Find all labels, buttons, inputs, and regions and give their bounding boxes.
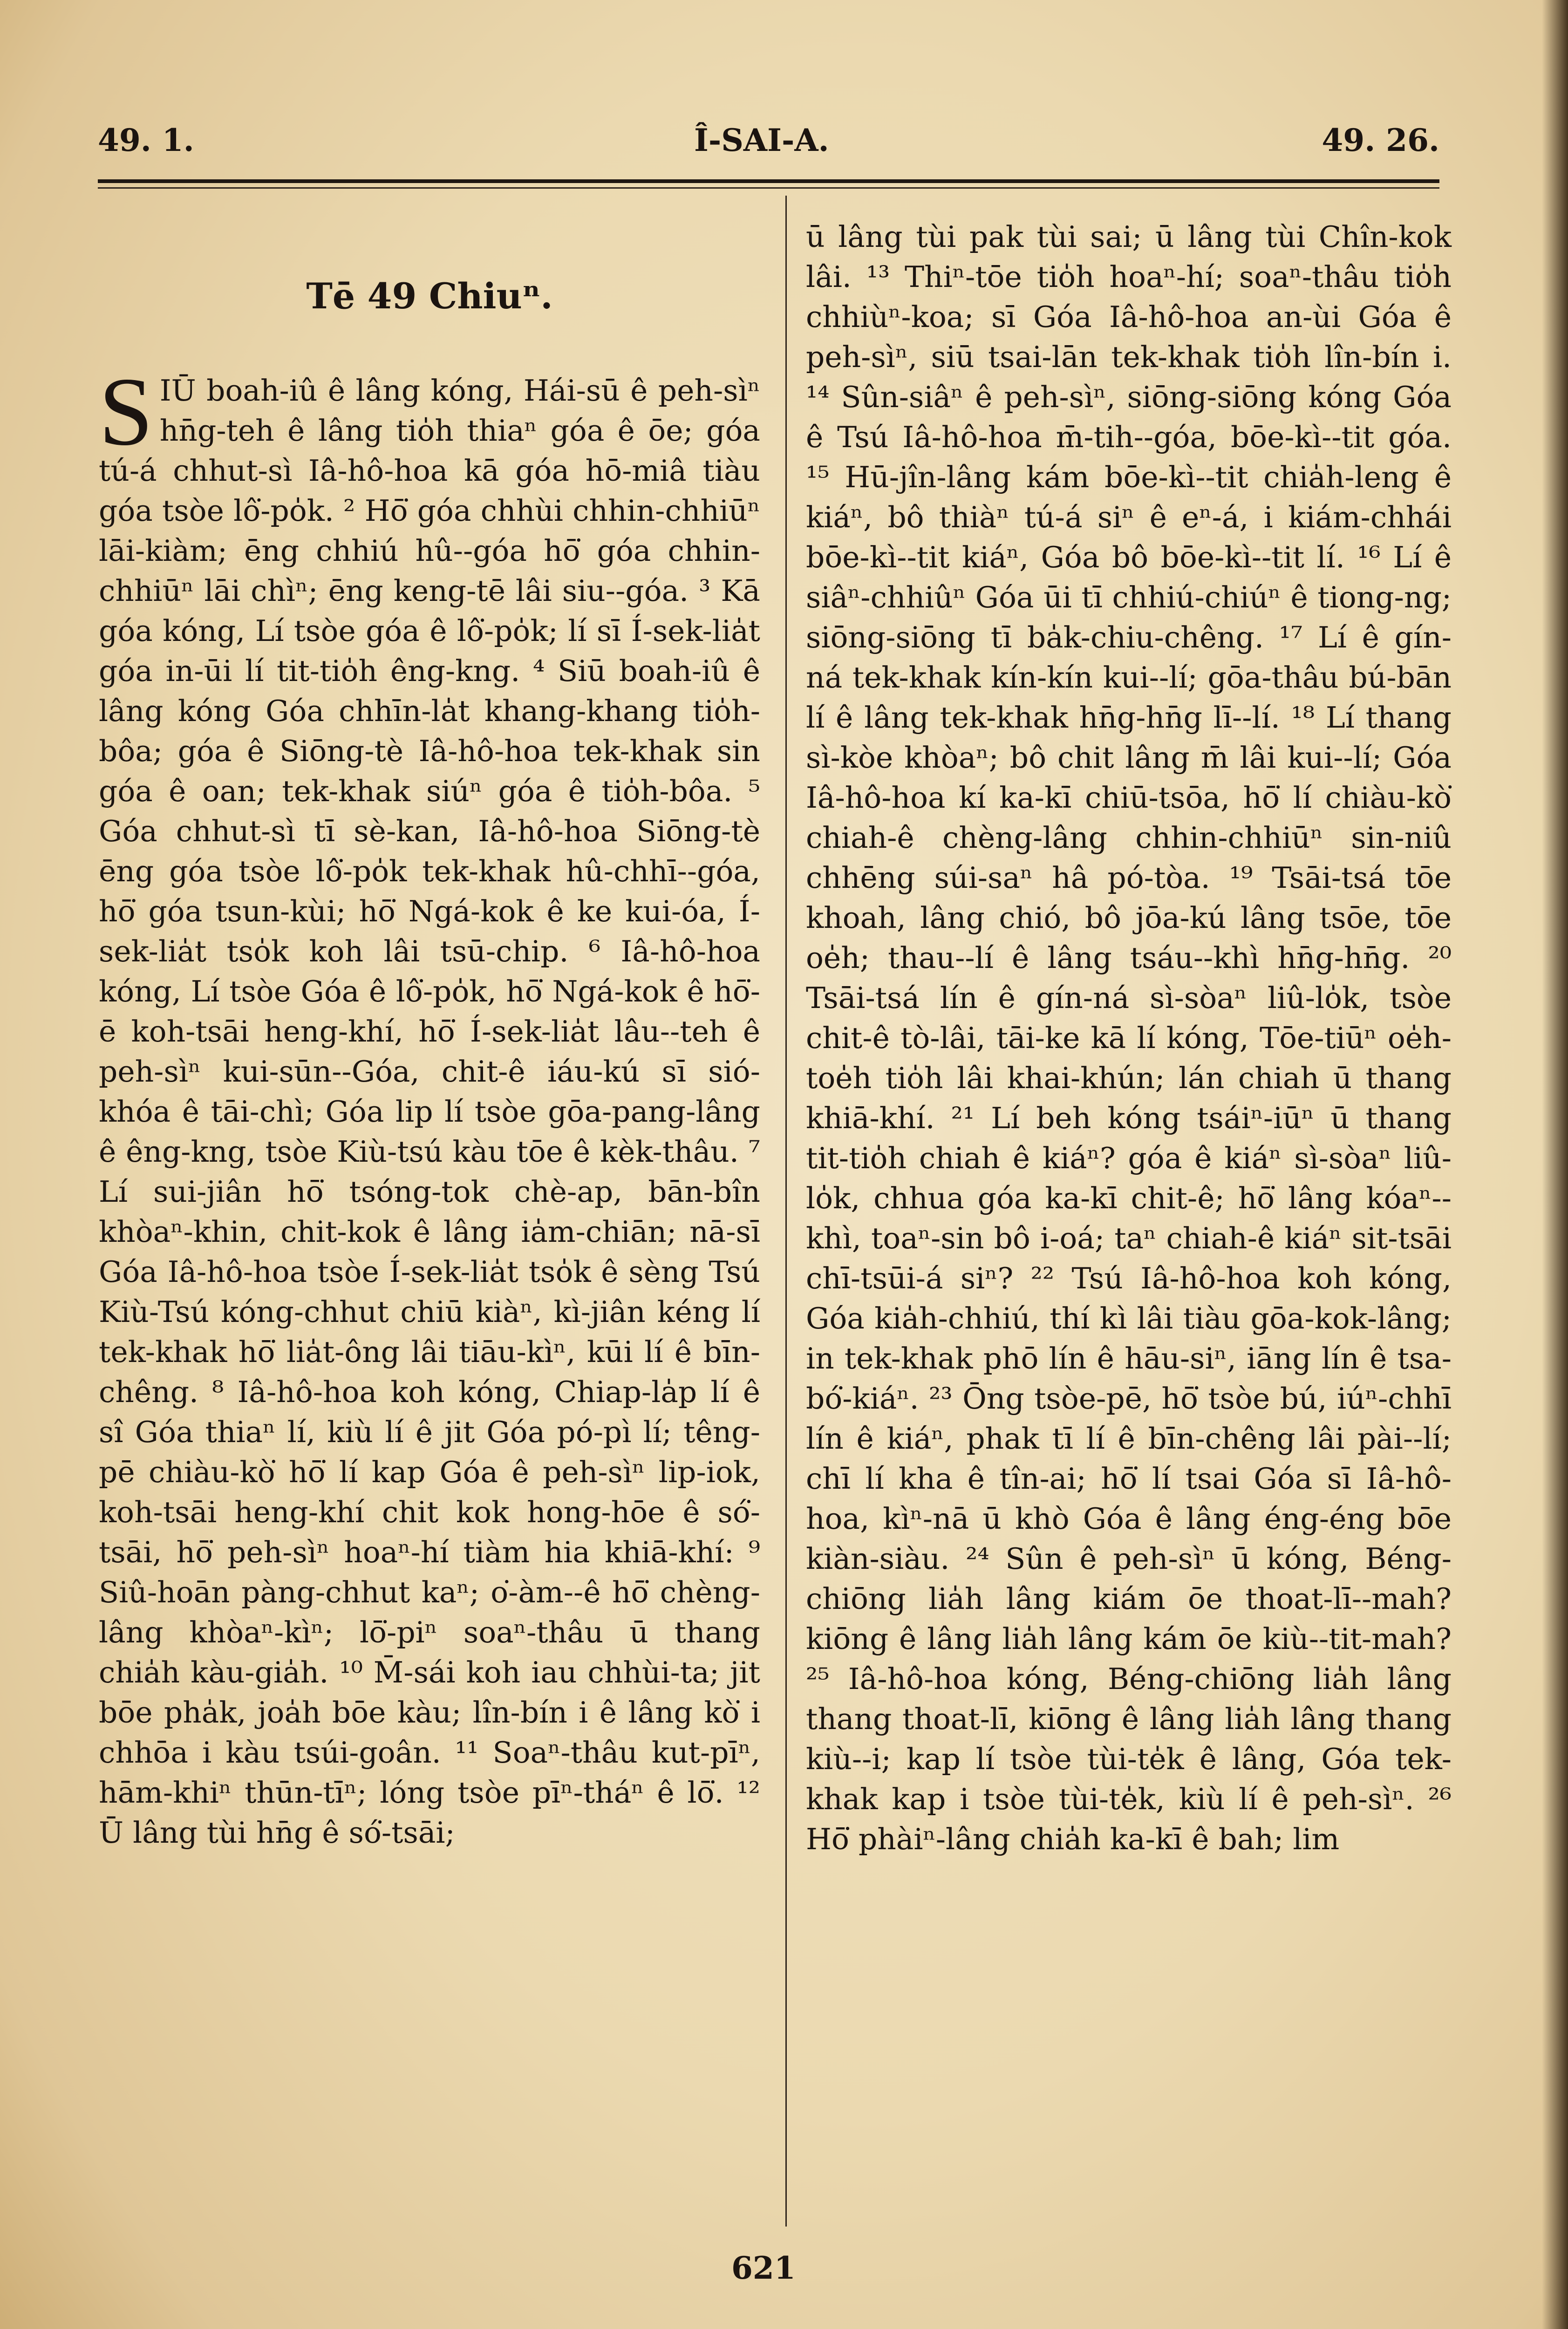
header-verse-start: 49. 1. [98,122,194,158]
page-edge-shadow [1542,0,1568,2329]
header-rule-thick [98,179,1439,183]
header-rule-thin [98,187,1439,189]
header-verse-end: 49. 26. [1322,122,1439,158]
left-column [99,217,760,1853]
column-divider [785,196,787,2227]
right-column [806,217,1452,1859]
left-column-text: IŪ boah-iû ê lâng kóng, Hái-sū ê peh-sìⁿ hn̄g-teh ê lâng tio̍h thiaⁿ góa ê ōe; góa tú-á chhut-sì Iâ-hô-hoa kā góa hō-miâ tiàu góa tsòe lô͘-po̍k. ² Hō͘ góa chhùi chhin-chhiūⁿ lāi-kiàm; ēng chhiú hû--góa hō͘ góa chhin-chhiūⁿ lāi chìⁿ; ēng keng-tē lâi siu--góa. ³ Kā góa kóng, Lí tsòe góa ê lô͘-po̍k; lí sī Í-sek-lia̍t góa in-ūi lí tit-tio̍h êng-kng. ⁴ Siū boah-iû ê lâng kóng Góa chhīn-la̍t khang-khang tio̍h-bôa; góa ê Siōng-tè Iâ-hô-hoa tek-khak sin góa ê oan; tek-khak siúⁿ góa ê tio̍h-bôa. ⁵ Góa chhut-sì tī sè-kan, Iâ-hô-hoa Siōng-tè ēng góa tsòe lô͘-po̍k tek-khak hû-chhī--góa, hō͘ góa tsun-kùi; hō͘ Ngá-kok ê ke kui-óa, Í-sek-lia̍t tso̍k koh lâi tsū-chip. ⁶ Iâ-hô-hoa kóng, Lí tsòe Góa ê lô͘-po̍k, hō͘ Ngá-kok ê hō͘-ē koh-tsāi heng-khí, hō͘ Í-sek-lia̍t lâu--teh ê peh-sìⁿ kui-sūn--Góa, chit-ê iáu-kú sī sió-khóa ê tāi-chì; Góa lip lí tsòe gōa-pang-lâng ê êng-kng, tsòe Kiù-tsú kàu tōe ê kèk-thâu. ⁷ Lí sui-jiân hō͘ tsóng-tok chè-ap, bān-bîn khòaⁿ-khin, chit-kok ê lâng ia̍m-chiān; nā-sī Góa Iâ-hô-hoa tsòe Í-sek-lia̍t tso̍k ê sèng Tsú Kiù-Tsú kóng-chhut chiū kiàⁿ, kì-jiân kéng lí tek-khak hō͘ lia̍t-ông lâi tiāu-kìⁿ, kūi lí ê bīn-chêng. ⁸ Iâ-hô-hoa koh kóng, Chiap-la̍p lí ê sî Góa thiaⁿ lí, kiù lí ê jit Góa pó-pì lí; têng-pē chiàu-kò͘ hō͘ lí kap Góa ê peh-sìⁿ lip-iok, koh-tsāi heng-khí chit kok hong-hōe ê só͘-tsāi, hō͘ peh-sìⁿ hoaⁿ-hí tiàm hia khiā-khí: ⁹ Siû-hoān pàng-chhut kaⁿ; o͘-àm--ê hō͘ chèng-lâng khòaⁿ-kìⁿ; lō͘-piⁿ soaⁿ-thâu ū thang chia̍h kàu-gia̍h. ¹⁰ M̄-sái koh iau chhùi-ta; jit bōe pha̍k, joa̍h bōe kàu; lîn-bín i ê lâng kò͘ i chhōa i kàu tsúi-goân. ¹¹ Soaⁿ-thâu kut-pīⁿ, hām-khiⁿ thūn-tīⁿ; lóng tsòe pīⁿ-tháⁿ ê lō͘. ¹² Ū lâng tùi hn̄g ê só͘-tsāi; [99,374,760,1850]
header-book-title: Î-SAI-A. [694,122,829,158]
drop-cap: S [99,358,153,466]
right-column-text: ū lâng tùi pak tùi sai; ū lâng tùi Chîn-kok lâi. ¹³ Thiⁿ-tōe tio̍h hoaⁿ-hí; soaⁿ-thâu tio̍h chhiùⁿ-koa; sī Góa Iâ-hô-hoa an-ùi Góa ê peh-sìⁿ, siū tsai-lān tek-khak tio̍h lîn-bín i. ¹⁴ Sûn-siâⁿ ê peh-sìⁿ, siōng-siōng kóng Góa ê Tsú Iâ-hô-hoa m̄-tih--góa, bōe-kì--tit góa. ¹⁵ Hū-jîn-lâng kám bōe-kì--tit chia̍h-leng ê kiáⁿ, bô thiàⁿ tú-á siⁿ ê eⁿ-á, i kiám-chhái bōe-kì--tit kiáⁿ, Góa bô bōe-kì--tit lí. ¹⁶ Lí ê siâⁿ-chhiûⁿ Góa ūi tī chhiú-chiúⁿ ê tiong-ng; siōng-siōng tī ba̍k-chiu-chêng. ¹⁷ Lí ê gín-ná tek-khak kín-kín kui--lí; gōa-thâu bú-bān lí ê lâng tek-khak hn̄g-hn̄g lī--lí. ¹⁸ Lí thang sì-kòe khòaⁿ; bô chit lâng m̄ lâi kui--lí; Góa Iâ-hô-hoa kí ka-kī chiū-tsōa, hō͘ lí chiàu-kò͘ chiah-ê chèng-lâng chhin-chhiūⁿ sin-niû chhēng súi-saⁿ hâ pó-tòa. ¹⁹ Tsāi-tsá tōe khoah, lâng chió, bô jōa-kú lâng tsōe, tōe oe̍h; thau--lí ê lâng tsáu--khì hn̄g-hn̄g. ²⁰ Tsāi-tsá lín ê gín-ná sì-sòaⁿ liû-lo̍k, tsòe chit-ê tò-lâi, tāi-ke kā lí kóng, Tōe-tiūⁿ oe̍h-toe̍h tio̍h lâi khai-khún; lán chiah ū thang khiā-khí. ²¹ Lí beh kóng tsáiⁿ-iūⁿ ū thang tit-tio̍h chiah ê kiáⁿ? góa ê kiáⁿ sì-sòaⁿ liû-lo̍k, chhua góa ka-kī chit-ê; hō͘ lâng kóaⁿ--khì, toaⁿ-sin bô i-oá; taⁿ chiah-ê kiáⁿ sit-tsāi chī-tsūi-á siⁿ? ²² Tsú Iâ-hô-hoa koh kóng, Góa kia̍h-chhiú, thí kì lâi tiàu gōa-kok-lâng; in tek-khak phō lín ê hāu-siⁿ, iāng lín ê tsa-bó͘-kiáⁿ. ²³ Ōng tsòe-pē, hō͘ tsòe bú, iúⁿ-chhī lín ê kiáⁿ, phak tī lí ê bīn-chêng lâi pài--lí; chī lí kha ê tîn-ai; hō͘ lí tsai Góa sī Iâ-hô-hoa, kìⁿ-nā ū khò Góa ê lâng éng-éng bōe kiàn-siàu. ²⁴ Sûn ê peh-sìⁿ ū kóng, Béng-chiōng lia̍h lâng kiám ōe thoat-lī--mah? kiōng ê lâng lia̍h lâng kám ōe kiù--tit-mah? ²⁵ Iâ-hô-hoa kóng, Béng-chiōng lia̍h lâng thang thoat-lī, kiōng ê lâng lia̍h lâng thang kiù--i; kap lí tsòe tùi-te̍k ê lâng, Góa tek-khak kap i tsòe tùi-te̍k, kiù lí ê peh-sìⁿ. ²⁶ Hō͘ phàiⁿ-lâng chia̍h ka-kī ê bah; lim [806,220,1452,1856]
running-header [98,122,1439,164]
chapter-title: Tē 49 Chiuⁿ. [306,275,553,317]
page-number: 621 [731,2250,796,2286]
